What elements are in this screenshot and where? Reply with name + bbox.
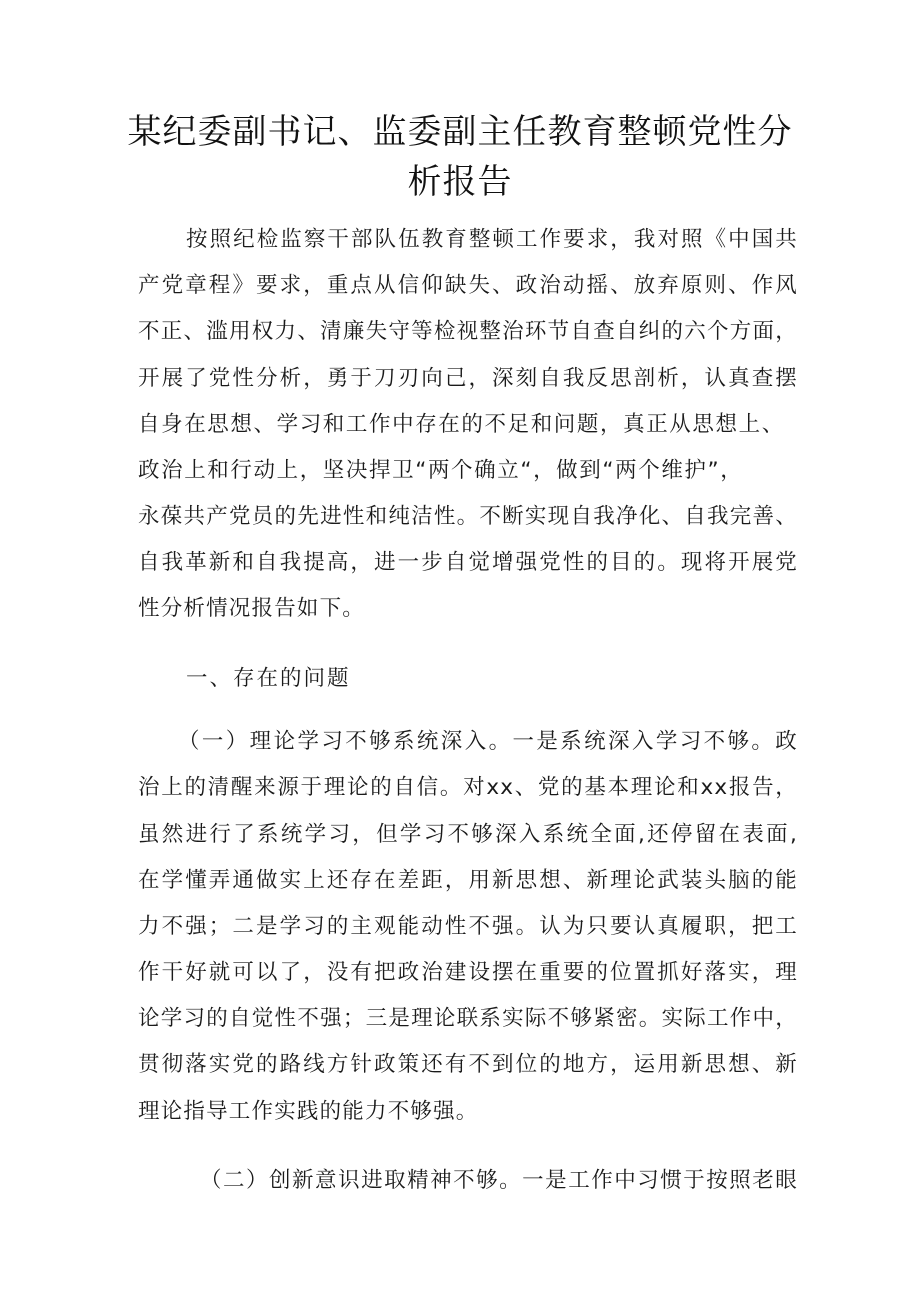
intro-line: 政治上和行动上，坚决捍卫“两个确立“，做到“两个维护”， <box>138 458 744 483</box>
intro-line: 产党章程》要求，重点从信仰缺失、政治动摇、放弃原则、作风 <box>138 273 798 298</box>
intro-line: 永葆共产党员的先进性和纯洁性。不断实现自我净化、自我完善、 <box>138 504 798 529</box>
item1-line: 力不强；二是学习的主观能动性不强。认为只要认真履职，把工 <box>138 914 798 939</box>
intro-line: 自我革新和自我提高，进一步自觉增强党性的目的。现将开展党 <box>138 550 798 575</box>
item1-line: （一）理论学习不够系统深入。一是系统深入学习不够。政 <box>178 729 798 754</box>
intro-line: 性分析情况报告如下。 <box>138 596 366 621</box>
item1-line: 虽然进行了系统学习，但学习不够深入系统全面,还停留在表面, <box>138 822 798 847</box>
section-heading: 一、存在的问题 <box>186 666 351 691</box>
item1-line: 治上的清醒来源于理论的自信。对xx、党的基本理论和xx报告， <box>138 775 798 800</box>
document-title-line-1: 某纪委副书记、监委副主任教育整顿党性分 <box>127 112 793 152</box>
item2-line: （二）创新意识进取精神不够。一是工作中习惯于按照老眼 <box>200 1168 798 1193</box>
item1-line: 作干好就可以了，没有把政治建设摆在重要的位置抓好落实，理 <box>138 960 798 985</box>
item1-line: 在学懂弄通做实上还存在差距，用新思想、新理论武装头脑的能 <box>138 868 798 893</box>
intro-line: 自身在思想、学习和工作中存在的不足和问题，真正从思想上、 <box>138 412 785 437</box>
intro-line: 不正、滥用权力、清廉失守等检视整治环节自查自纠的六个方面， <box>138 319 798 344</box>
item1-line: 理论指导工作实践的能力不够强。 <box>138 1099 479 1124</box>
intro-line: 开展了党性分析，勇于刀刃向己，深刻自我反思剖析，认真查摆 <box>138 366 798 391</box>
document-title-line-2: 析报告 <box>407 162 513 202</box>
item1-line: 贯彻落实党的路线方针政策还有不到位的地方，运用新思想、新 <box>138 1052 798 1077</box>
intro-line: 按照纪检监察干部队伍教育整顿工作要求，我对照《中国共 <box>186 227 798 252</box>
item1-line: 论学习的自觉性不强；三是理论联系实际不够紧密。实际工作中， <box>138 1006 798 1031</box>
